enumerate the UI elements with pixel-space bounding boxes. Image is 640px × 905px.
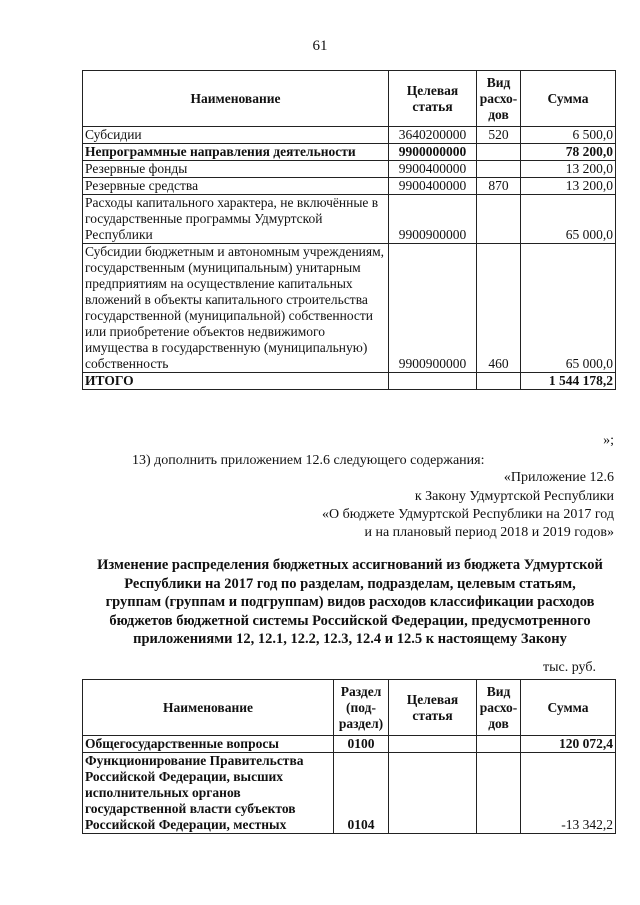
row-section: 0100	[334, 736, 389, 753]
title-line: Республики на 2017 год по разделам, подразделам, целевым статьям,	[124, 575, 576, 592]
table-row	[83, 161, 616, 178]
row-type	[477, 753, 521, 834]
header-name: Наименование	[83, 71, 389, 127]
title-line: Изменение распределения бюджетных ассигнований из бюджета Удмуртской	[97, 557, 603, 573]
header-sum: Сумма	[521, 680, 616, 736]
page-number: 61	[312, 38, 328, 54]
header-section: Раздел (под-раздел)	[334, 680, 389, 736]
header-sum: Сумма	[521, 71, 616, 127]
table-header-row	[83, 680, 616, 736]
row-sum: 65 000,0	[521, 244, 616, 373]
title-line: группам (группам и подгруппам) видов расходов классификации расходов	[105, 594, 595, 610]
table-row	[83, 244, 616, 373]
row-name: ИТОГО	[83, 373, 389, 390]
appendix-ref-line-3: «О бюджете Удмуртской Республики на 2017 год	[321, 507, 614, 522]
row-type: 870	[477, 178, 521, 195]
closing-mark: »;	[603, 433, 614, 448]
row-name: Функционирование Правительства Российской Федерации, высших исполнительных органов государственной власти субъектов Российской Федерации, местных	[83, 753, 334, 834]
row-sum: 78 200,0	[521, 144, 616, 161]
appendix-ref-line-2: к Закону Удмуртской Республики	[414, 489, 614, 504]
table-total-row	[83, 373, 616, 390]
table-row	[83, 178, 616, 195]
row-target: 9900400000	[389, 178, 477, 195]
table-row	[83, 753, 616, 834]
row-target: 3640200000	[389, 127, 477, 144]
table-row	[83, 195, 616, 244]
row-target	[389, 736, 477, 753]
row-target	[389, 753, 477, 834]
row-name: Субсидии	[83, 127, 389, 144]
row-target: 9900000000	[389, 144, 477, 161]
header-target: Целевая статья	[389, 680, 477, 736]
row-sum: -13 342,2	[521, 753, 616, 834]
row-type	[477, 195, 521, 244]
row-name: Общегосударственные вопросы	[83, 736, 334, 753]
item-13-text: 13) дополнить приложением 12.6 следующего содержания:	[132, 453, 485, 468]
row-target	[389, 373, 477, 390]
row-name: Субсидии бюджетным и автономным учреждениям, государственным (муниципальным) унитарным предприятиям на осуществление капитальных вложений в объекты капитального строительства государственной (муниципальной) собственности или приобретение объектов недвижимого имущества в государственную (муниципальную) собственность	[83, 244, 389, 373]
title-line: бюджетов бюджетной системы Российской Федерации, предусмотренного	[109, 612, 591, 629]
row-type	[477, 373, 521, 390]
header-target: Целевая статья	[389, 71, 477, 127]
row-sum: 1 544 178,2	[521, 373, 616, 390]
row-type: 520	[477, 127, 521, 144]
title-line: приложениями 12, 12.1, 12.2, 12.3, 12.4 и 12.5 к настоящему Закону	[133, 631, 567, 647]
row-name: Резервные фонды	[83, 161, 389, 178]
header-type: Вид расхо-дов	[477, 680, 521, 736]
table-row	[83, 736, 616, 753]
row-sum: 6 500,0	[521, 127, 616, 144]
row-type	[477, 736, 521, 753]
row-target: 9900400000	[389, 161, 477, 178]
budget-table-continued	[82, 70, 616, 390]
row-sum: 13 200,0	[521, 161, 616, 178]
appendix-ref-line-4: и на плановый период 2018 и 2019 годов»	[364, 525, 614, 540]
row-name: Резервные средства	[83, 178, 389, 195]
units-label: тыс. руб.	[543, 660, 596, 675]
section-title	[60, 556, 640, 649]
table-row	[83, 127, 616, 144]
row-sum: 13 200,0	[521, 178, 616, 195]
appendix-ref-line-1: «Приложение 12.6	[503, 470, 614, 485]
row-type	[477, 161, 521, 178]
row-target: 9900900000	[389, 195, 477, 244]
row-type: 460	[477, 244, 521, 373]
header-name: Наименование	[83, 680, 334, 736]
row-sum: 65 000,0	[521, 195, 616, 244]
table-header-row	[83, 71, 616, 127]
row-name: Непрограммные направления деятельности	[83, 144, 389, 161]
row-type	[477, 144, 521, 161]
row-section: 0104	[334, 753, 389, 834]
row-name: Расходы капитального характера, не включённые в государственные программы Удмуртской Республики	[83, 195, 389, 244]
budget-changes-table	[82, 679, 616, 834]
row-target: 9900900000	[389, 244, 477, 373]
header-type: Вид расхо-дов	[477, 71, 521, 127]
table-row	[83, 144, 616, 161]
row-sum: 120 072,4	[521, 736, 616, 753]
